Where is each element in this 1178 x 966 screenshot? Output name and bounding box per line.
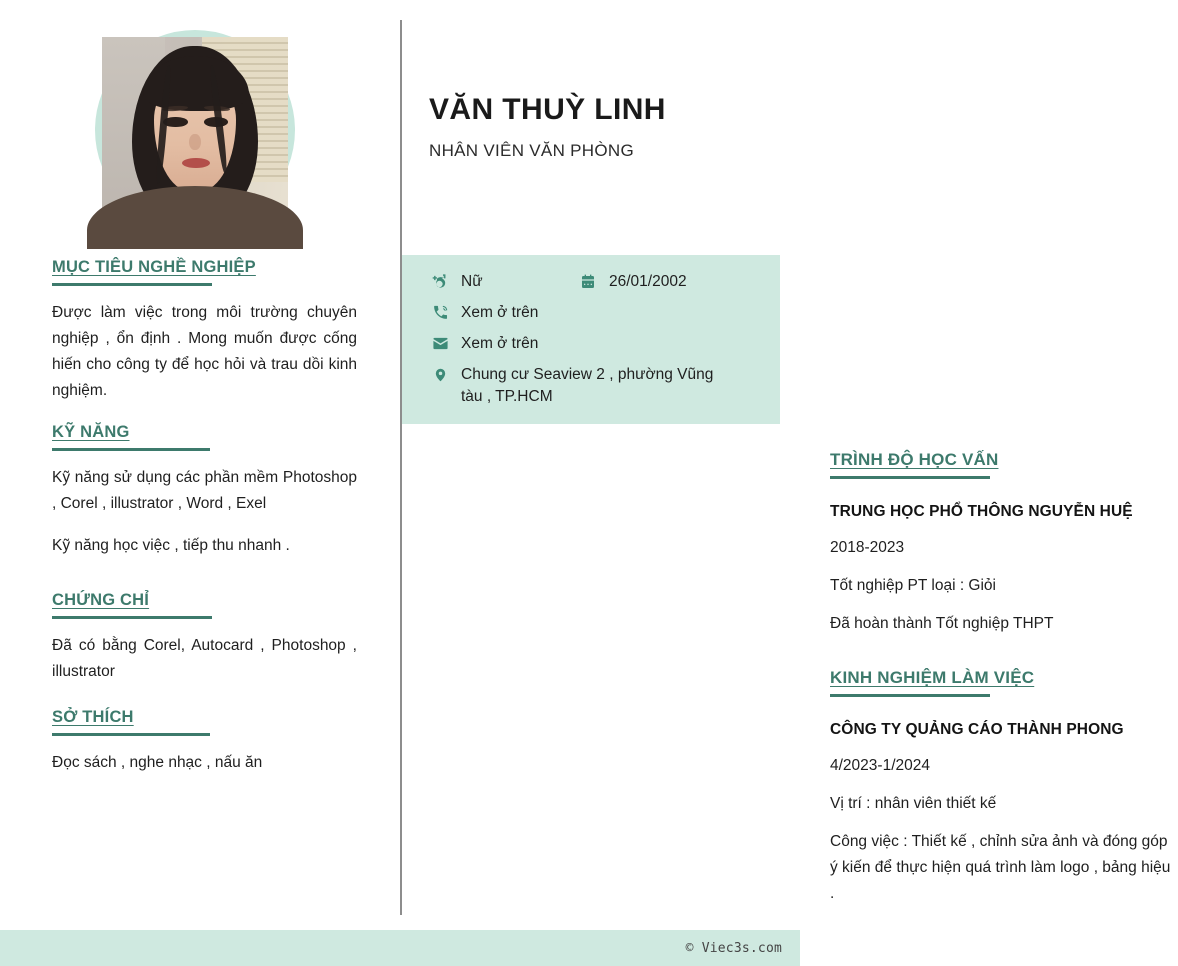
left-column [0,0,400,925]
section-objective [52,258,357,404]
page-title: VĂN THUỲ LINH [429,93,666,126]
section-hobbies [52,708,357,776]
section-skills [52,423,357,559]
contact-phone [430,302,538,324]
footer-bar [0,930,800,966]
gender-icon [430,271,450,292]
avatar [95,30,295,230]
section-experience [830,668,1178,907]
skill-item: Kỹ năng sử dụng các phần mềm Photoshop , Corel , illustrator , Word , Exel [52,469,357,512]
name-block [429,92,789,161]
section-rule [830,476,990,479]
calendar-icon [578,271,598,292]
section-title-objective: MỤC TIÊU NGHỀ NGHIỆP [52,258,256,276]
section-title-certificates: CHỨNG CHỈ [52,591,150,609]
skill-item: Kỹ năng học việc , tiếp thu nhanh . [52,537,290,554]
certificates-text: Đã có bằng Corel, Autocard , Photoshop , illustrator [52,637,357,680]
education-school: TRUNG HỌC PHỔ THÔNG NGUYỄN HUỆ [830,503,1133,520]
section-rule [52,283,212,286]
hobbies-text: Đọc sách , nghe nhạc , nấu ăn [52,754,263,771]
footer-copyright: © Viec3s.com [685,940,782,956]
section-title-experience: KINH NGHIỆM LÀM VIỆC [830,668,1035,687]
contact-gender-value: Nữ [461,273,483,290]
phone-icon [430,302,450,323]
section-title-education: TRÌNH ĐỘ HỌC VẤN [830,450,999,469]
right-column [400,0,1171,925]
contact-email-value: Xem ở trên [461,335,539,352]
experience-period: 4/2023-1/2024 [830,757,930,774]
contact-row [430,333,780,355]
contact-address [430,364,729,408]
contact-row [430,364,780,408]
contact-row [430,302,780,324]
avatar-ring [95,30,295,230]
education-note: Đã hoàn thành Tốt nghiệp THPT [830,615,1054,632]
avatar-photo [102,37,288,223]
contact-email [430,333,538,355]
section-rule [52,448,210,451]
contact-birthdate-value: 26/01/2002 [609,273,687,290]
location-pin-icon [430,364,450,385]
experience-company: CÔNG TY QUẢNG CÁO THÀNH PHONG [830,721,1124,738]
section-rule [52,733,210,736]
section-rule [830,694,990,697]
contact-phone-value: Xem ở trên [461,304,539,321]
education-grade: Tốt nghiệp PT loại : Giỏi [830,577,996,594]
job-title: NHÂN VIÊN VĂN PHÒNG [429,141,635,160]
section-certificates [52,591,357,685]
education-period: 2018-2023 [830,539,905,556]
section-rule [52,616,212,619]
section-education [830,450,1178,637]
contact-card [402,255,780,424]
experience-position: Vị trí : nhân viên thiết kế [830,795,997,812]
contact-birthdate [578,271,687,293]
contact-gender [430,271,578,293]
contact-address-value: Chung cư Seaview 2 , phường Vũng tàu , TP.HCM [461,366,714,405]
envelope-icon [430,333,450,354]
contact-row [430,271,780,293]
experience-duties: Công việc : Thiết kế , chỉnh sửa ảnh và đóng góp ý kiến để thực hiện quá trình làm logo , bảng hiệu . [830,833,1171,902]
section-title-skills: KỸ NĂNG [52,423,130,441]
section-title-hobbies: SỞ THÍCH [52,708,134,726]
objective-text: Được làm việc trong môi trường chuyên nghiệp , ổn định . Mong muốn được cống hiến cho công ty để học hỏi và trau dồi kinh nghiệm. [52,304,357,399]
